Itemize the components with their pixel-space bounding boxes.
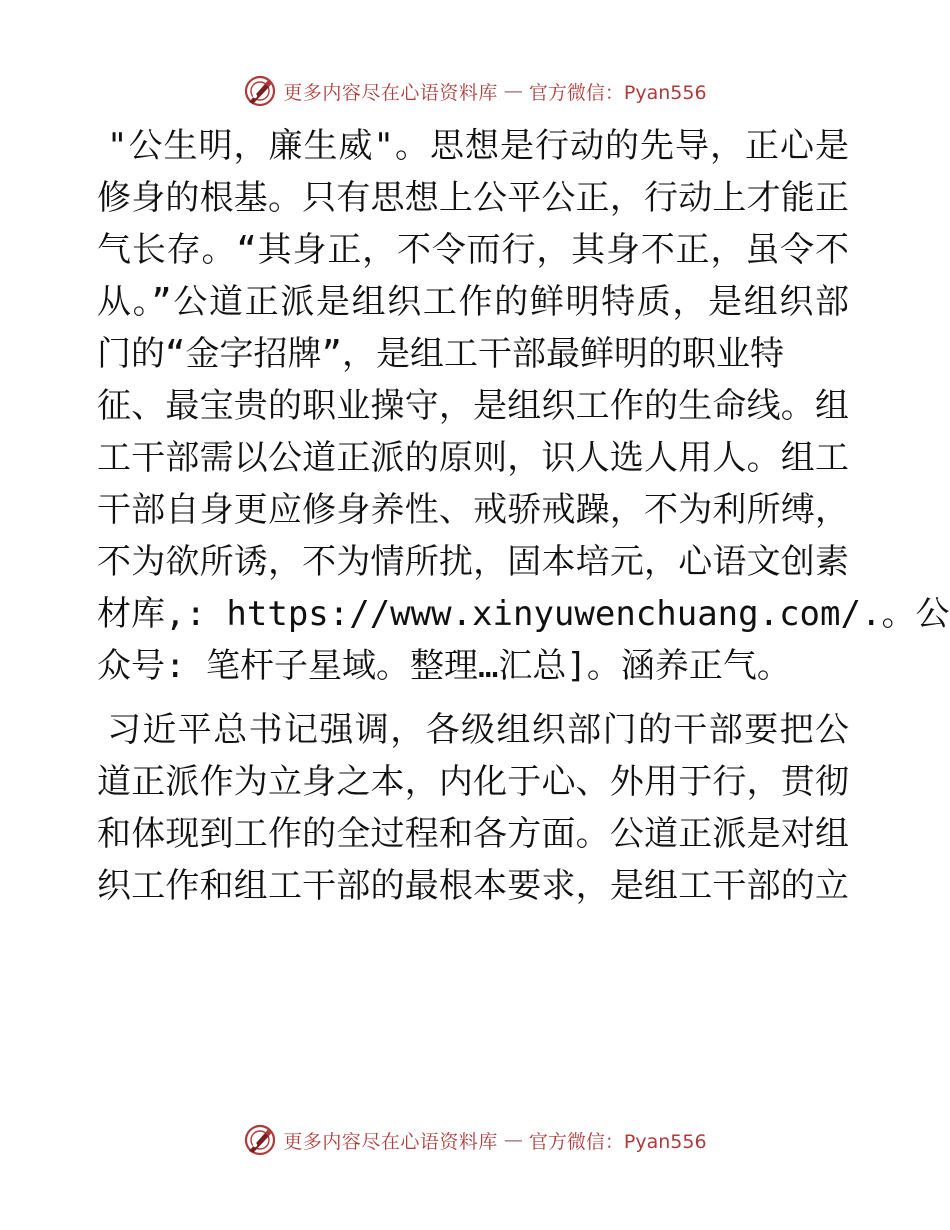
footer-banner-inner xyxy=(243,1123,706,1157)
text-line: 工干部需以公道正派的原则，识人选人用人。组工 xyxy=(97,438,849,478)
text-line: 从。”公道正派是组织工作的鲜明特质，是组织部 xyxy=(97,282,849,322)
text-line: 门的“金字招牌”，是组工干部最鲜明的职业特 xyxy=(97,334,784,374)
text-line: 修身的根基。只有思想上公平公正，行动上才能正 xyxy=(97,178,849,218)
text-line: 和体现到工作的全过程和各方面。公道正派是对组 xyxy=(97,814,849,854)
text-line: 习近平总书记强调，各级组织部门的干部要把公 xyxy=(107,710,849,750)
pen-logo-icon xyxy=(243,1123,277,1157)
text-line: 气长存。“其身正，不令而行，其身不正，虽令不 xyxy=(97,230,849,270)
text-line: 众号: 笔杆子星域。整理…汇总]。涵养正气。 xyxy=(97,646,791,686)
footer-banner xyxy=(0,1120,950,1160)
text-line: 不为欲所诱，不为情所扰，固本培元，心语文创素 xyxy=(97,542,849,582)
text-line: 材库,: https://www.xinyuwenchuang.com/.。公 xyxy=(97,594,950,634)
paragraph-2 xyxy=(97,704,849,912)
footer-banner-separator: — xyxy=(503,1129,523,1151)
text-line: "公生明，廉生威"。思想是行动的先导，正心是 xyxy=(107,126,849,166)
text-line: 道正派作为立身之本，内化于心、外用于行，贯彻 xyxy=(97,762,849,802)
text-line: 织工作和组工干部的最根本要求，是组工干部的立 xyxy=(97,866,849,906)
paragraph-1 xyxy=(97,120,950,692)
footer-banner-wechat: 官方微信：Pyan556 xyxy=(528,1130,707,1153)
header-banner-wechat: 官方微信：Pyan556 xyxy=(528,81,707,104)
header-banner-inner xyxy=(243,74,706,108)
footer-banner-text: 更多内容尽在心语资料库 xyxy=(283,1130,498,1153)
header-banner xyxy=(0,71,950,111)
text-line: 干部自身更应修身养性、戒骄戒躁，不为利所缚， xyxy=(97,490,849,530)
text-line: 征、最宝贵的职业操守，是组织工作的生命线。组 xyxy=(97,386,849,426)
document-body xyxy=(97,120,950,924)
header-banner-separator: — xyxy=(503,80,523,102)
pen-logo-icon xyxy=(243,74,277,108)
header-banner-text: 更多内容尽在心语资料库 xyxy=(283,81,498,104)
